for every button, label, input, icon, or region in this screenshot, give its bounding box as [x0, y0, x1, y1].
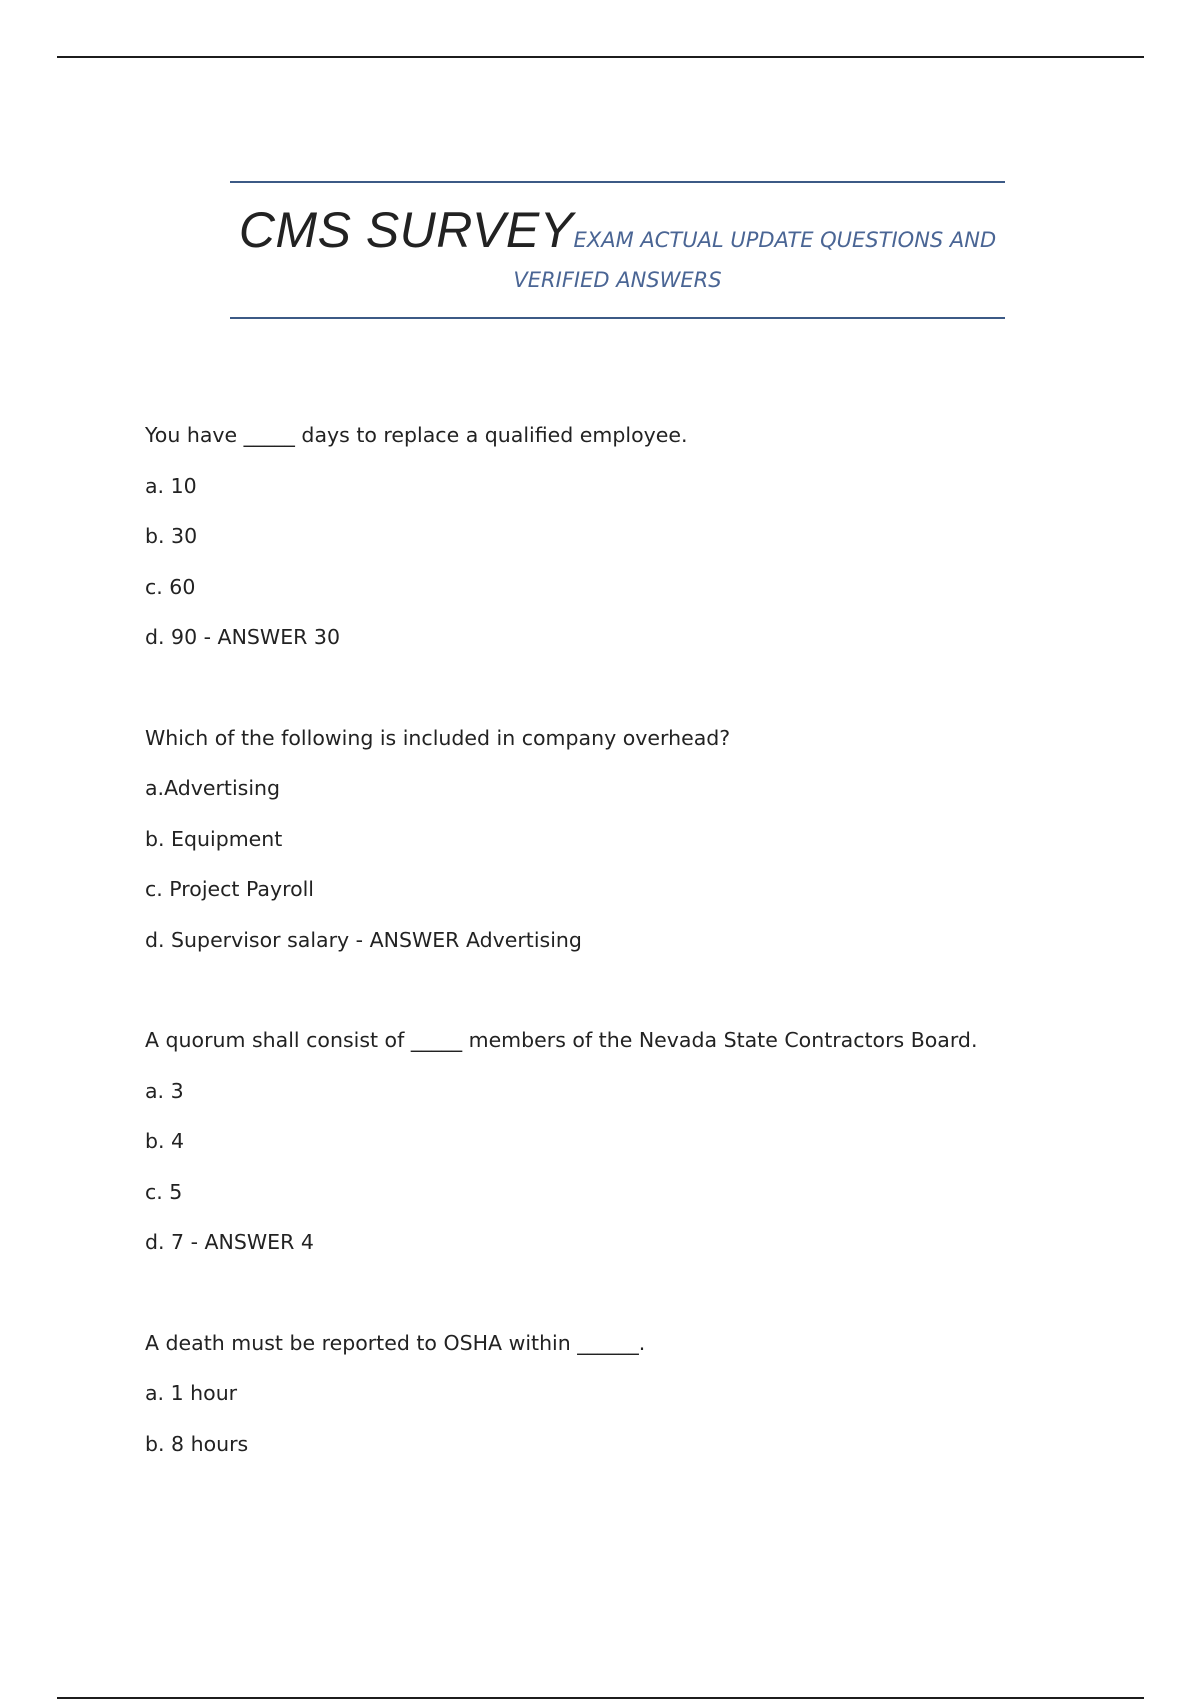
question-text: A death must be reported to OSHA within ______. — [145, 1330, 646, 1355]
question-text: A quorum shall consist of _____ members of the Nevada State Contractors Board. — [145, 1028, 978, 1052]
title-inner — [230, 183, 1005, 317]
question-2 — [145, 713, 1095, 966]
question-4 — [145, 1318, 1095, 1470]
question-3 — [145, 1015, 1095, 1268]
question-option: b. 30 — [145, 524, 198, 548]
title-block — [230, 181, 1005, 319]
page-top-rule — [57, 56, 1144, 58]
question-option: b. 8 hours — [145, 1431, 249, 1456]
title-bottom-rule — [230, 317, 1005, 319]
question-option-answer: d. 7 - ANSWER 4 — [145, 1230, 314, 1254]
question-text: Which of the following is included in company overhead? — [145, 725, 731, 750]
question-option: b. Equipment — [145, 826, 283, 851]
question-list — [145, 410, 1095, 1519]
question-option-answer: d. Supervisor salary - ANSWER Advertising — [145, 927, 582, 952]
question-option-answer: d. 90 - ANSWER 30 — [145, 625, 341, 649]
question-1 — [145, 410, 1095, 663]
question-option: c. 5 — [145, 1179, 183, 1204]
question-option: c. Project Payroll — [145, 877, 315, 901]
question-option: b. 4 — [145, 1129, 185, 1153]
question-option: a. 3 — [145, 1078, 184, 1103]
question-text: You have _____ days to replace a qualified employee. — [145, 423, 688, 447]
question-option: c. 60 — [145, 574, 196, 599]
question-option: a. 10 — [145, 473, 197, 498]
document-title: CMS SURVEY — [238, 202, 574, 258]
document-subtitle-line2: VERIFIED ANSWERS — [513, 268, 722, 292]
page-bottom-rule — [57, 1697, 1144, 1699]
document-subtitle-line1: EXAM ACTUAL UPDATE QUESTIONS AND — [573, 228, 997, 252]
question-option: a. 1 hour — [145, 1381, 238, 1405]
question-option: a.Advertising — [145, 776, 281, 800]
